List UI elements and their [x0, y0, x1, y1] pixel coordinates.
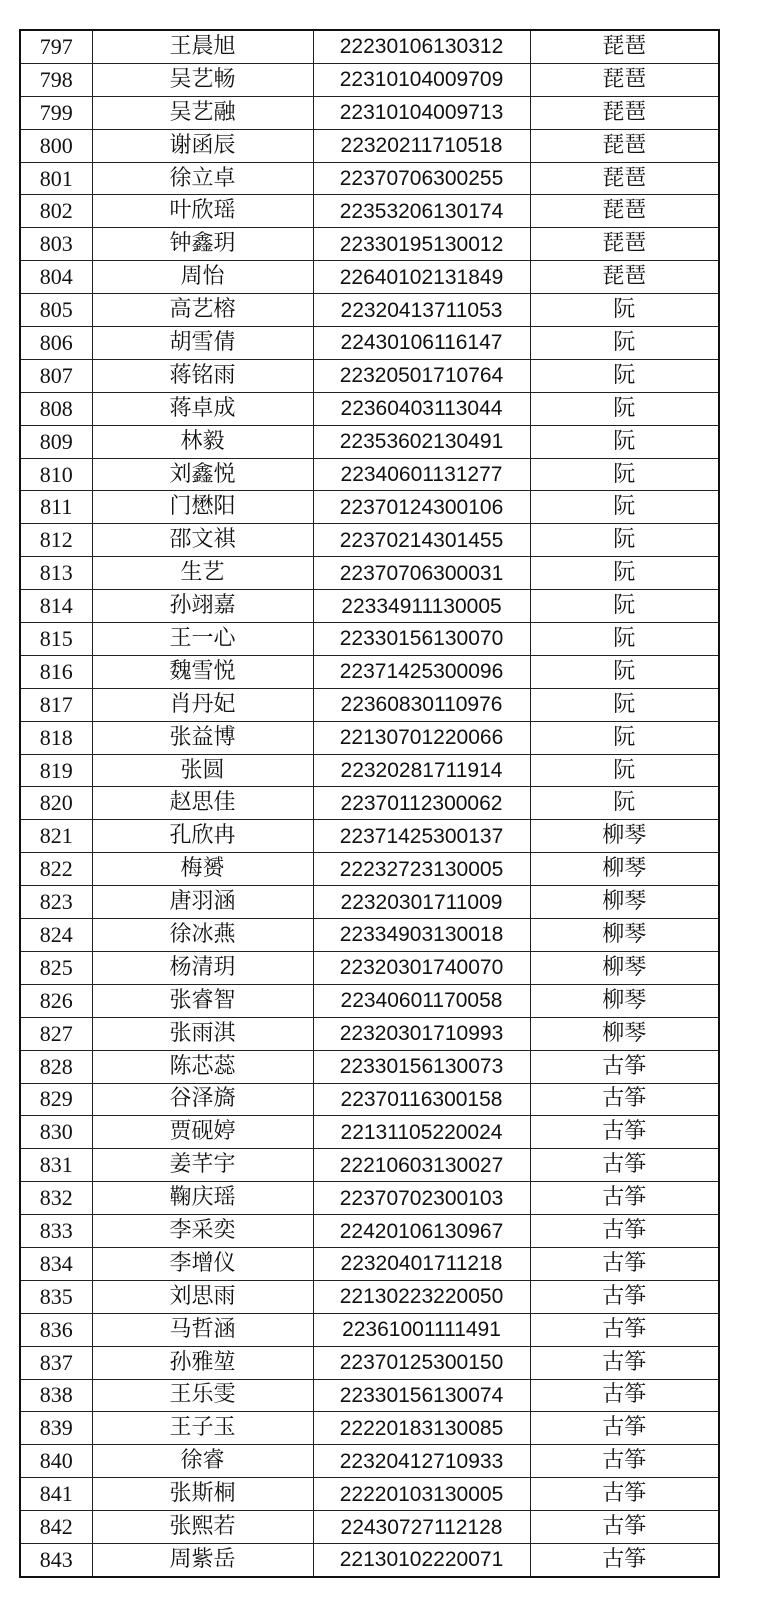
instrument-cell: 阮: [530, 623, 719, 656]
candidate-name-cell: 吴艺融: [92, 96, 313, 129]
exam-number-cell: 22130223220050: [313, 1280, 530, 1313]
instrument-cell: 古筝: [530, 1478, 719, 1511]
exam-number-cell: 22330156130073: [313, 1050, 530, 1083]
serial-number-cell: 814: [20, 590, 92, 623]
serial-number-cell: 835: [20, 1280, 92, 1313]
table-row: [20, 1445, 719, 1478]
exam-number-cell: 22320413711053: [313, 294, 530, 327]
serial-number-cell: 806: [20, 327, 92, 360]
exam-number-cell: 22320281711914: [313, 754, 530, 787]
serial-number-cell: 810: [20, 458, 92, 491]
serial-number-cell: 826: [20, 984, 92, 1017]
instrument-cell: 阮: [530, 787, 719, 820]
instrument-cell: 古筝: [530, 1149, 719, 1182]
table-row: [20, 129, 719, 162]
exam-number-cell: 22320412710933: [313, 1445, 530, 1478]
candidate-name-cell: 张熙若: [92, 1511, 313, 1544]
table-row: [20, 359, 719, 392]
table-row: [20, 1280, 719, 1313]
instrument-cell: 古筝: [530, 1445, 719, 1478]
table-row: [20, 1182, 719, 1215]
serial-number-cell: 799: [20, 96, 92, 129]
table-row: [20, 1346, 719, 1379]
exam-number-cell: 22353602130491: [313, 425, 530, 458]
instrument-cell: 古筝: [530, 1543, 719, 1576]
candidate-name-cell: 钟鑫玥: [92, 228, 313, 261]
candidate-name-cell: 吴艺畅: [92, 63, 313, 96]
serial-number-cell: 813: [20, 557, 92, 590]
serial-number-cell: 838: [20, 1379, 92, 1412]
candidate-name-cell: 贾砚婷: [92, 1116, 313, 1149]
serial-number-cell: 811: [20, 491, 92, 524]
instrument-cell: 琵琶: [530, 63, 719, 96]
instrument-cell: 阮: [530, 458, 719, 491]
table-row: [20, 1017, 719, 1050]
serial-number-cell: 798: [20, 63, 92, 96]
table-row: [20, 1379, 719, 1412]
serial-number-cell: 804: [20, 261, 92, 294]
candidate-name-cell: 张圆: [92, 754, 313, 787]
table-row: [20, 392, 719, 425]
candidate-name-cell: 鞠庆瑶: [92, 1182, 313, 1215]
candidate-name-cell: 张雨淇: [92, 1017, 313, 1050]
table-row: [20, 820, 719, 853]
table-row: [20, 30, 719, 63]
serial-number-cell: 830: [20, 1116, 92, 1149]
instrument-cell: 柳琴: [530, 886, 719, 919]
instrument-cell: 柳琴: [530, 820, 719, 853]
table-row: [20, 195, 719, 228]
exam-number-cell: 22230106130312: [313, 30, 530, 63]
serial-number-cell: 797: [20, 30, 92, 63]
serial-number-cell: 805: [20, 294, 92, 327]
table-row: [20, 63, 719, 96]
exam-number-cell: 22353206130174: [313, 195, 530, 228]
table-row: [20, 228, 719, 261]
table-row: [20, 721, 719, 754]
exam-number-cell: 22330156130070: [313, 623, 530, 656]
exam-number-cell: 22320301711009: [313, 886, 530, 919]
candidate-name-cell: 叶欣瑶: [92, 195, 313, 228]
serial-number-cell: 816: [20, 655, 92, 688]
table-row: [20, 261, 719, 294]
table-row: [20, 524, 719, 557]
instrument-cell: 古筝: [530, 1050, 719, 1083]
candidate-name-cell: 蒋卓成: [92, 392, 313, 425]
serial-number-cell: 815: [20, 623, 92, 656]
instrument-cell: 阮: [530, 688, 719, 721]
serial-number-cell: 839: [20, 1412, 92, 1445]
candidate-name-cell: 张益博: [92, 721, 313, 754]
serial-number-cell: 825: [20, 951, 92, 984]
table-row: [20, 1412, 719, 1445]
candidate-name-cell: 周怡: [92, 261, 313, 294]
serial-number-cell: 803: [20, 228, 92, 261]
exam-number-cell: 22330195130012: [313, 228, 530, 261]
serial-number-cell: 827: [20, 1017, 92, 1050]
candidate-name-cell: 王晨旭: [92, 30, 313, 63]
serial-number-cell: 802: [20, 195, 92, 228]
instrument-cell: 琵琶: [530, 162, 719, 195]
instrument-cell: 古筝: [530, 1116, 719, 1149]
table-row: [20, 491, 719, 524]
instrument-cell: 阮: [530, 425, 719, 458]
instrument-cell: 阮: [530, 327, 719, 360]
instrument-cell: 柳琴: [530, 1017, 719, 1050]
candidate-table: [19, 29, 720, 1578]
instrument-cell: 阮: [530, 392, 719, 425]
candidate-name-cell: 王子玉: [92, 1412, 313, 1445]
instrument-cell: 阮: [530, 557, 719, 590]
instrument-cell: 柳琴: [530, 951, 719, 984]
candidate-name-cell: 唐羽涵: [92, 886, 313, 919]
candidate-name-cell: 魏雪悦: [92, 655, 313, 688]
exam-number-cell: 22310104009713: [313, 96, 530, 129]
instrument-cell: 古筝: [530, 1215, 719, 1248]
table-row: [20, 1215, 719, 1248]
serial-number-cell: 831: [20, 1149, 92, 1182]
instrument-cell: 古筝: [530, 1313, 719, 1346]
instrument-cell: 古筝: [530, 1511, 719, 1544]
candidate-name-cell: 邵文祺: [92, 524, 313, 557]
candidate-name-cell: 马哲涵: [92, 1313, 313, 1346]
serial-number-cell: 842: [20, 1511, 92, 1544]
serial-number-cell: 800: [20, 129, 92, 162]
table-row: [20, 853, 719, 886]
instrument-cell: 柳琴: [530, 984, 719, 1017]
candidate-name-cell: 谷泽旖: [92, 1083, 313, 1116]
candidate-name-cell: 肖丹妃: [92, 688, 313, 721]
exam-number-cell: 22361001111491: [313, 1313, 530, 1346]
serial-number-cell: 817: [20, 688, 92, 721]
exam-number-cell: 22232723130005: [313, 853, 530, 886]
exam-number-cell: 22370706300255: [313, 162, 530, 195]
serial-number-cell: 836: [20, 1313, 92, 1346]
serial-number-cell: 801: [20, 162, 92, 195]
candidate-name-cell: 张睿智: [92, 984, 313, 1017]
instrument-cell: 古筝: [530, 1182, 719, 1215]
candidate-name-cell: 梅赟: [92, 853, 313, 886]
exam-number-cell: 22220103130005: [313, 1478, 530, 1511]
candidate-name-cell: 刘思雨: [92, 1280, 313, 1313]
table-row: [20, 1511, 719, 1544]
instrument-cell: 古筝: [530, 1247, 719, 1280]
exam-number-cell: 22420106130967: [313, 1215, 530, 1248]
exam-number-cell: 22360403113044: [313, 392, 530, 425]
serial-number-cell: 829: [20, 1083, 92, 1116]
instrument-cell: 琵琶: [530, 129, 719, 162]
table-row: [20, 1478, 719, 1511]
candidate-name-cell: 张斯桐: [92, 1478, 313, 1511]
instrument-cell: 琵琶: [530, 30, 719, 63]
table-row: [20, 886, 719, 919]
exam-number-cell: 22334911130005: [313, 590, 530, 623]
candidate-name-cell: 林毅: [92, 425, 313, 458]
candidate-name-cell: 王乐雯: [92, 1379, 313, 1412]
table-row: [20, 458, 719, 491]
table-row: [20, 327, 719, 360]
serial-number-cell: 828: [20, 1050, 92, 1083]
instrument-cell: 琵琶: [530, 96, 719, 129]
serial-number-cell: 820: [20, 787, 92, 820]
exam-number-cell: 22210603130027: [313, 1149, 530, 1182]
table-row: [20, 557, 719, 590]
serial-number-cell: 818: [20, 721, 92, 754]
candidate-name-cell: 李增仪: [92, 1247, 313, 1280]
candidate-name-cell: 徐睿: [92, 1445, 313, 1478]
serial-number-cell: 833: [20, 1215, 92, 1248]
candidate-table-body: [20, 30, 719, 1577]
table-row: [20, 1247, 719, 1280]
table-row: [20, 1083, 719, 1116]
exam-number-cell: 22330156130074: [313, 1379, 530, 1412]
serial-number-cell: 808: [20, 392, 92, 425]
candidate-name-cell: 高艺榕: [92, 294, 313, 327]
candidate-name-cell: 徐冰燕: [92, 919, 313, 952]
instrument-cell: 古筝: [530, 1083, 719, 1116]
instrument-cell: 柳琴: [530, 853, 719, 886]
candidate-name-cell: 谢函辰: [92, 129, 313, 162]
candidate-name-cell: 杨清玥: [92, 951, 313, 984]
table-row: [20, 425, 719, 458]
serial-number-cell: 843: [20, 1543, 92, 1576]
candidate-name-cell: 门懋阳: [92, 491, 313, 524]
serial-number-cell: 837: [20, 1346, 92, 1379]
exam-number-cell: 22220183130085: [313, 1412, 530, 1445]
exam-number-cell: 22320501710764: [313, 359, 530, 392]
serial-number-cell: 807: [20, 359, 92, 392]
serial-number-cell: 812: [20, 524, 92, 557]
exam-number-cell: 22371425300137: [313, 820, 530, 853]
exam-number-cell: 22430727112128: [313, 1511, 530, 1544]
candidate-name-cell: 刘鑫悦: [92, 458, 313, 491]
exam-number-cell: 22340601131277: [313, 458, 530, 491]
table-row: [20, 754, 719, 787]
exam-number-cell: 22340601170058: [313, 984, 530, 1017]
table-row: [20, 688, 719, 721]
exam-number-cell: 22371425300096: [313, 655, 530, 688]
exam-number-cell: 22320301740070: [313, 951, 530, 984]
candidate-name-cell: 周紫岳: [92, 1543, 313, 1576]
exam-number-cell: 22131105220024: [313, 1116, 530, 1149]
serial-number-cell: 834: [20, 1247, 92, 1280]
exam-number-cell: 22640102131849: [313, 261, 530, 294]
exam-number-cell: 22370706300031: [313, 557, 530, 590]
exam-number-cell: 22430106116147: [313, 327, 530, 360]
serial-number-cell: 819: [20, 754, 92, 787]
table-row: [20, 787, 719, 820]
exam-number-cell: 22360830110976: [313, 688, 530, 721]
candidate-name-cell: 胡雪倩: [92, 327, 313, 360]
table-row: [20, 294, 719, 327]
serial-number-cell: 823: [20, 886, 92, 919]
instrument-cell: 古筝: [530, 1280, 719, 1313]
instrument-cell: 琵琶: [530, 228, 719, 261]
exam-number-cell: 22370116300158: [313, 1083, 530, 1116]
exam-number-cell: 22370112300062: [313, 787, 530, 820]
instrument-cell: 阮: [530, 294, 719, 327]
table-row: [20, 590, 719, 623]
exam-number-cell: 22320401711218: [313, 1247, 530, 1280]
exam-number-cell: 22370214301455: [313, 524, 530, 557]
table-row: [20, 1050, 719, 1083]
exam-number-cell: 22320301710993: [313, 1017, 530, 1050]
candidate-name-cell: 生艺: [92, 557, 313, 590]
instrument-cell: 琵琶: [530, 261, 719, 294]
table-row: [20, 951, 719, 984]
candidate-name-cell: 王一心: [92, 623, 313, 656]
candidate-name-cell: 陈芯蕊: [92, 1050, 313, 1083]
candidate-name-cell: 李采奕: [92, 1215, 313, 1248]
table-row: [20, 655, 719, 688]
table-row: [20, 919, 719, 952]
table-row: [20, 1543, 719, 1576]
table-row: [20, 162, 719, 195]
instrument-cell: 阮: [530, 491, 719, 524]
candidate-name-cell: 姜芊宇: [92, 1149, 313, 1182]
instrument-cell: 古筝: [530, 1346, 719, 1379]
exam-number-cell: 22130701220066: [313, 721, 530, 754]
table-row: [20, 96, 719, 129]
serial-number-cell: 841: [20, 1478, 92, 1511]
exam-number-cell: 22370124300106: [313, 491, 530, 524]
instrument-cell: 古筝: [530, 1412, 719, 1445]
instrument-cell: 琵琶: [530, 195, 719, 228]
candidate-name-cell: 孙雅堃: [92, 1346, 313, 1379]
table-row: [20, 1116, 719, 1149]
table-row: [20, 1313, 719, 1346]
table-row: [20, 984, 719, 1017]
serial-number-cell: 824: [20, 919, 92, 952]
candidate-name-cell: 蒋铭雨: [92, 359, 313, 392]
exam-number-cell: 22320211710518: [313, 129, 530, 162]
serial-number-cell: 821: [20, 820, 92, 853]
instrument-cell: 古筝: [530, 1379, 719, 1412]
table-row: [20, 623, 719, 656]
instrument-cell: 阮: [530, 590, 719, 623]
instrument-cell: 柳琴: [530, 919, 719, 952]
exam-number-cell: 22370702300103: [313, 1182, 530, 1215]
candidate-name-cell: 赵思佳: [92, 787, 313, 820]
instrument-cell: 阮: [530, 359, 719, 392]
serial-number-cell: 840: [20, 1445, 92, 1478]
instrument-cell: 阮: [530, 754, 719, 787]
exam-number-cell: 22334903130018: [313, 919, 530, 952]
exam-number-cell: 22370125300150: [313, 1346, 530, 1379]
table-row: [20, 1149, 719, 1182]
instrument-cell: 阮: [530, 524, 719, 557]
instrument-cell: 阮: [530, 721, 719, 754]
instrument-cell: 阮: [530, 655, 719, 688]
exam-number-cell: 22130102220071: [313, 1543, 530, 1576]
exam-number-cell: 22310104009709: [313, 63, 530, 96]
serial-number-cell: 822: [20, 853, 92, 886]
serial-number-cell: 809: [20, 425, 92, 458]
serial-number-cell: 832: [20, 1182, 92, 1215]
candidate-name-cell: 徐立卓: [92, 162, 313, 195]
candidate-name-cell: 孔欣冉: [92, 820, 313, 853]
candidate-name-cell: 孙翊嘉: [92, 590, 313, 623]
